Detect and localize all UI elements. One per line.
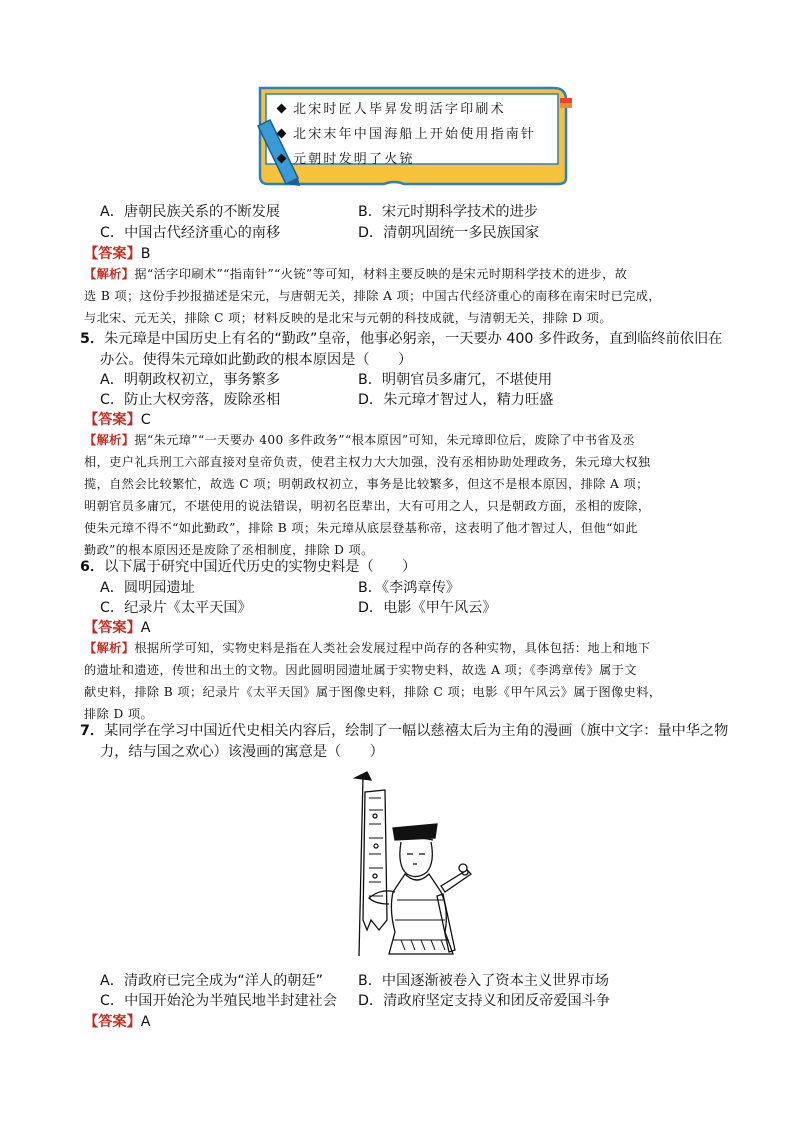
q4-explanation-line-1 (84, 263, 627, 285)
q5-number: 5． (80, 331, 105, 347)
q4-option-b: B．宋元时期科学技术的进步 (358, 204, 538, 220)
q4-explanation-text-1: 据“活字印刷术”“指南针”“火铳”等可知，材料主要反映的是宋元时期科学技术的进步，故 (134, 267, 628, 281)
q6-explanation-line-2: 的遗址和遗迹，传世和出土的文物。因此圆明园遗址属于实物史料，故选 A 项；《李鸿章传》属于文 (84, 663, 637, 677)
q5-explanation-line-6: 勤政”的根本原因还是废除了丞相制度，排除 D 项。 (84, 543, 374, 557)
q7-stem-text-1: 某同学在学习中国近代史相关内容后，绘制了一幅以慈禧太后为主角的漫画（旗中文字：量中华之物 (104, 723, 729, 739)
q7-option-a: A．清政府已完全成为“洋人的朝廷” (100, 973, 324, 989)
card-line-1 (278, 98, 506, 117)
q6-answer (84, 617, 150, 639)
q4-explanation-line-2: 选 B 项；这份手抄报描述是宋元，与唐朝无关，排除 A 项；中国古代经济重心的南移在南宋时已完成， (84, 289, 661, 303)
q5-explanation-line-5: 使朱元璋不得不“如此勤政”，排除 B 项；朱元璋从底层登基称帝，这表明了他才智过人，但他“如此 (84, 521, 638, 535)
q5-stem-text-1: 朱元璋是中国历史上有名的“勤政”皇帝，他事必躬亲，一天要办 400 多件政务，直到临终前依旧在 (104, 331, 723, 347)
answer-tag: 【答案】 (84, 412, 141, 428)
card-line-2 (278, 123, 536, 142)
q6-number: 6． (80, 559, 105, 575)
q6-answer-value: A (140, 620, 151, 636)
explanation-tag: 【解析】 (84, 433, 135, 447)
q4-answer-value: B (140, 246, 151, 262)
q6-option-a: A．圆明园遗址 (100, 580, 195, 596)
q7-answer (84, 1011, 150, 1033)
q6-explanation-line-4: 排除 D 项。 (84, 707, 154, 721)
explanation-tag: 【解析】 (84, 641, 135, 655)
q6-stem (80, 556, 416, 578)
notebook-card (254, 82, 574, 188)
answer-tag: 【答案】 (84, 1014, 141, 1030)
q5-option-b: B．明朝官员多庸冗，不堪使用 (358, 372, 553, 388)
q6-stem-text: 以下属于研究中国近代历史的实物史料是（ ） (104, 559, 417, 575)
card-line-3-text: 元朝时发明了火铳 (293, 152, 415, 167)
q6-option-c: C．纪录片《太平天国》 (100, 600, 252, 616)
card-line-2-text: 北宋末年中国海船上开始使用指南针 (293, 127, 537, 142)
q6-explanation-text-1: 根据所学可知，实物史料是指在人类社会发展过程中尚存的各种实物，具体包括：地上和地下 (134, 641, 651, 655)
q5-option-d: D．朱元璋才智过人，精力旺盛 (358, 392, 554, 408)
q4-option-a: A．唐朝民族关系的不断发展 (100, 204, 280, 220)
q5-explanation-text-1: 据“朱元璋”“一天要办 400 多件政务”“根本原因”可知，朱元璋即位后，废除了中书省及丞 (134, 433, 636, 447)
q5-answer-value: C (140, 412, 151, 428)
bullet-diamond-icon (277, 154, 287, 164)
q7-option-b: B．中国逐渐被卷入了资本主义世界市场 (358, 973, 609, 989)
q4-explanation-line-3: 与北宋、元无关，排除 C 项；材料反映的是北宋与元朝的科技成就，与清朝无关，排除 D 项。 (84, 311, 612, 325)
q5-explanation-line-1 (84, 429, 635, 451)
cartoon-drawing (345, 770, 475, 962)
q5-explanation-line-4: 明朝官员多庸冗，不堪使用的说法错误，明初名臣辈出，大有可用之人，只是朝政方面，丞相的废除， (84, 499, 651, 513)
q7-option-c: C．中国开始沦为半殖民地半封建社会 (100, 993, 337, 1009)
q5-option-a: A．明朝政权初立，事务繁多 (100, 372, 280, 388)
q7-answer-value: A (140, 1014, 151, 1030)
q6-option-d: D．电影《甲午风云》 (358, 600, 497, 616)
q4-answer (84, 243, 151, 265)
q7-stem-line-2: 力，结与国之欢心）该漫画的寓意是（ ） (100, 744, 384, 760)
q5-option-c: C．防止大权旁落，废除丞相 (100, 392, 281, 408)
q5-stem-line-2: 办公。使得朱元璋如此勤政的根本原因是（ ） (100, 352, 413, 368)
q4-option-c: C．中国古代经济重心的南移 (100, 225, 281, 241)
q5-answer (84, 409, 151, 431)
q4-option-d: D．清朝巩固统一多民族国家 (358, 225, 540, 241)
q5-stem-line-1 (80, 328, 722, 350)
answer-tag: 【答案】 (84, 246, 141, 262)
bullet-diamond-icon (277, 129, 287, 139)
q6-explanation-line-3: 献史料，排除 B 项；纪录片《太平天国》属于图像史料，排除 C 项；电影《甲午风云》属于图像史料， (84, 685, 662, 699)
q5-explanation-line-2: 相，吏户礼兵刑工六部直接对皇帝负责，使君主权力大大加强，没有丞相协助处理政务，朱元璋大权独 (84, 455, 651, 469)
q5-explanation-line-3: 揽，自然会比较繁忙，故选 C 项；明朝政权初立，事务是比较繁多，但这不是根本原因，排除 A 项； (84, 477, 649, 491)
bullet-diamond-icon (277, 104, 287, 114)
cixi-cartoon-illustration (345, 770, 475, 962)
answer-tag: 【答案】 (84, 620, 141, 636)
q7-number: 7． (80, 723, 105, 739)
card-line-3 (278, 148, 415, 167)
explanation-tag: 【解析】 (84, 267, 135, 281)
q7-option-d: D．清政府坚定支持义和团反帝爱国斗争 (358, 993, 611, 1009)
q6-explanation-line-1 (84, 637, 650, 659)
q6-option-b: B．《李鸿章传》 (358, 580, 460, 596)
card-line-1-text: 北宋时匠人毕昇发明活字印刷术 (293, 102, 506, 117)
q7-stem-line-1 (80, 720, 728, 742)
